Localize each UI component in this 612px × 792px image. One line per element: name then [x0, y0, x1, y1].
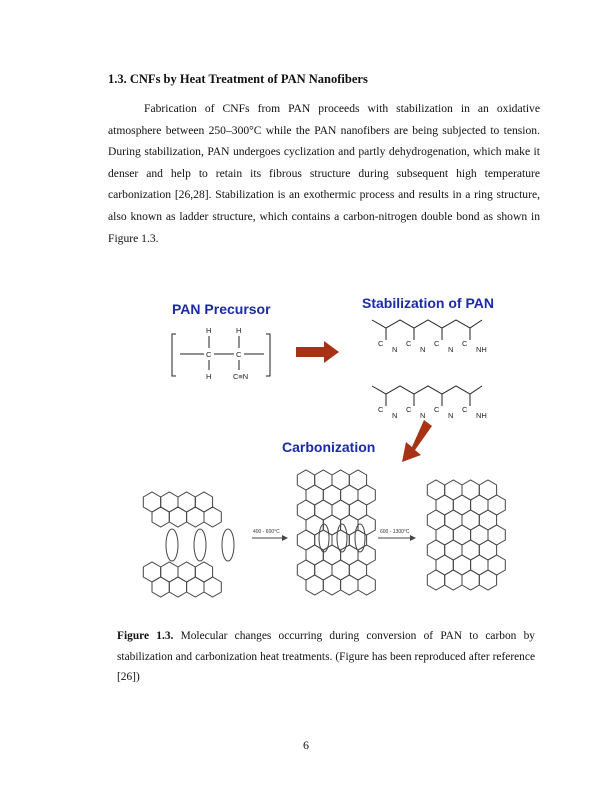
- section-heading: 1.3. CNFs by Heat Treatment of PAN Nanofibers: [108, 72, 368, 86]
- pan-cn: C≡N: [233, 372, 249, 381]
- hexagon-ring: [462, 570, 479, 590]
- temp-label-2: 600 - 1300°C: [380, 529, 410, 535]
- hexagon-ring: [152, 577, 169, 597]
- caption-text: Molecular changes occurring during conversion of PAN to carbon by stabilization and carbonization heat treatments. (Figure has been reproduced after reference [26]): [117, 630, 535, 683]
- carbon-lattice-right: [427, 480, 505, 590]
- pan-h2: H: [236, 326, 242, 335]
- ladder1-n3: N: [448, 345, 454, 354]
- label-carbonization: Carbonization: [282, 439, 376, 455]
- ladder2-c4: C: [462, 405, 468, 414]
- arrow-down-left-icon: [402, 420, 432, 462]
- hexagon-ring: [187, 577, 204, 597]
- hexagon-ring: [341, 575, 358, 595]
- ladder1-c2: C: [406, 339, 412, 348]
- hexagon-ring: [323, 575, 340, 595]
- arrow-right-icon: [296, 341, 339, 363]
- carbon-lattice-left: [143, 492, 234, 597]
- figure-1-3: [110, 290, 520, 620]
- ladder2-nh: NH: [476, 411, 487, 420]
- hexagon-ring: [427, 570, 444, 590]
- caption-label: Figure 1.3.: [117, 630, 174, 642]
- hexagon-ring: [306, 575, 323, 595]
- hexagon-ring: [358, 575, 375, 595]
- linker-ellipse: [222, 529, 234, 561]
- pan-c2: C: [236, 350, 242, 359]
- ladder2-c2: C: [406, 405, 412, 414]
- temp-label-1: 400 - 600°C: [253, 529, 280, 535]
- hexagon-ring: [479, 570, 496, 590]
- figure-caption: [117, 626, 535, 688]
- carbon-lattice-middle: [297, 470, 375, 595]
- ladder1-n2: N: [420, 345, 426, 354]
- figure-diagram: [110, 290, 520, 620]
- ladder1-c4: C: [462, 339, 468, 348]
- linker-ellipse: [355, 524, 365, 552]
- pan-precursor-structure: [172, 334, 270, 376]
- ladder1-c3: C: [434, 339, 440, 348]
- hexagon-ring: [204, 507, 221, 527]
- pan-c1: C: [206, 350, 212, 359]
- label-pan-precursor: PAN Precursor: [172, 301, 271, 317]
- hexagon-ring: [169, 507, 186, 527]
- pan-h1: H: [206, 326, 212, 335]
- linker-ellipse: [337, 524, 347, 552]
- arrowhead-temp2-icon: [410, 535, 416, 541]
- hexagon-ring: [152, 507, 169, 527]
- pan-h3: H: [206, 372, 212, 381]
- ladder2-n1: N: [392, 411, 398, 420]
- ladder2-n3: N: [448, 411, 454, 420]
- hexagon-ring: [187, 507, 204, 527]
- ladder1-nh: NH: [476, 345, 487, 354]
- body-paragraph: Fabrication of CNFs from PAN proceeds with stabilization in an oxidative atmosphere between 250–300°C while the PAN nanofibers are being subjected to tension. During stabilization, PAN undergoes cyclization and partly dehydrogenation, which make it denser and help to retain its fibrous structure during subsequent high temperature carbonization [26,28]. Stabilization is an exothermic process and results in a ring structure, also known as ladder structure, which contains a carbon-nitrogen double bond as shown in Figure 1.3.: [108, 102, 540, 245]
- arrowhead-temp1-icon: [282, 535, 288, 541]
- ladder1-c1: C: [378, 339, 384, 348]
- stabilized-ladder-2: [372, 386, 482, 406]
- linker-ellipse: [319, 524, 329, 552]
- ladder1-n1: N: [392, 345, 398, 354]
- page-number: 6: [303, 738, 309, 752]
- linker-ellipse: [194, 529, 206, 561]
- linker-ellipse: [166, 529, 178, 561]
- ladder2-c1: C: [378, 405, 384, 414]
- hexagon-ring: [204, 577, 221, 597]
- hexagon-ring: [169, 577, 186, 597]
- ladder2-c3: C: [434, 405, 440, 414]
- stabilized-ladder-1: [372, 320, 482, 340]
- hexagon-ring: [445, 570, 462, 590]
- ladder2-n2: N: [420, 411, 426, 420]
- label-stabilization: Stabilization of PAN: [362, 295, 494, 311]
